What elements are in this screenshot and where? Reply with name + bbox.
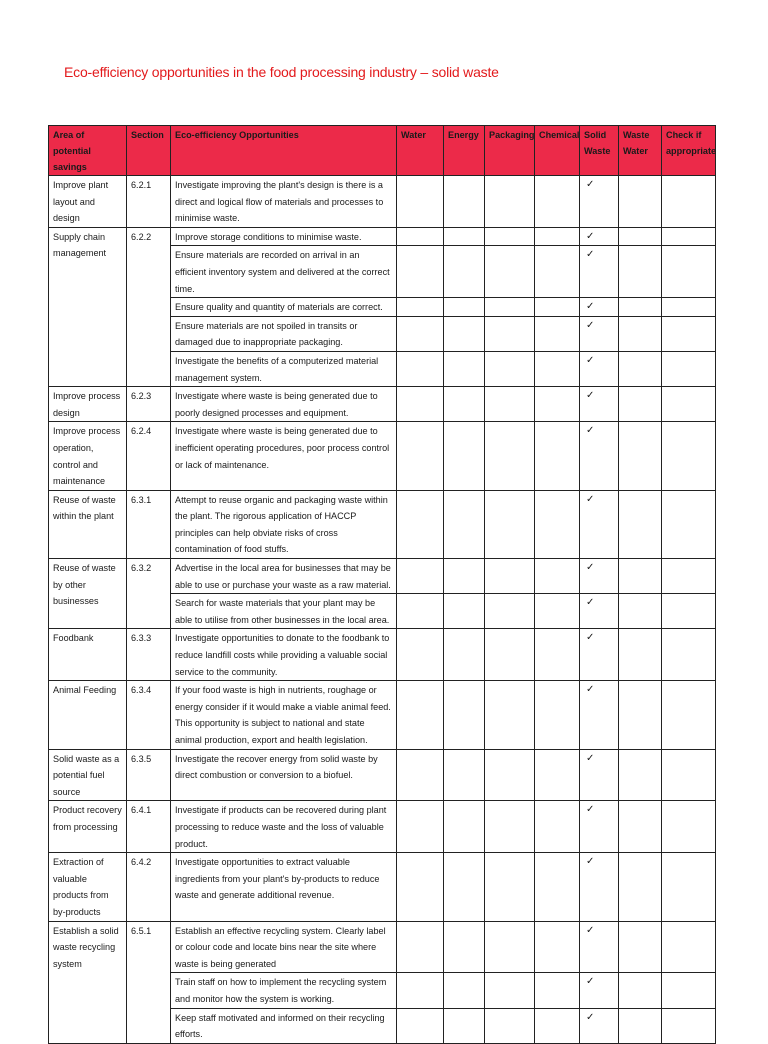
opportunity-cell: Attempt to reuse organic and packaging waste within the plant. The rigorous application of HACCP principles can help obviate risks of cross contamination of food stuffs.: [171, 490, 397, 558]
chemical-cell: [535, 176, 580, 228]
check-cell: [662, 351, 716, 386]
energy-cell: [444, 490, 485, 558]
packaging-cell: [485, 422, 535, 490]
chemical-cell: [535, 298, 580, 317]
section-cell: 6.2.4: [127, 422, 171, 490]
opportunity-cell: Investigate the recover energy from solid waste by direct combustion or conversion to a biofuel.: [171, 749, 397, 801]
area-cell: Extraction of valuable products from by-products: [49, 853, 127, 921]
water-cell: [397, 490, 444, 558]
energy-cell: [444, 246, 485, 298]
waste-water-cell: [619, 227, 662, 246]
packaging-cell: [485, 853, 535, 921]
chemical-cell: [535, 594, 580, 629]
opportunity-cell: Train staff on how to implement the recycling system and monitor how the system is working.: [171, 973, 397, 1008]
waste-water-cell: [619, 629, 662, 681]
packaging-cell: [485, 387, 535, 422]
opportunity-cell: Ensure materials are not spoiled in transits or damaged due to inappropriate packaging.: [171, 316, 397, 351]
packaging-cell: [485, 316, 535, 351]
waste-water-cell: [619, 316, 662, 351]
check-cell: [662, 853, 716, 921]
check-cell: [662, 973, 716, 1008]
table-body: [49, 176, 716, 1044]
packaging-cell: [485, 227, 535, 246]
energy-cell: [444, 316, 485, 351]
packaging-cell: [485, 559, 535, 594]
check-cell: [662, 490, 716, 558]
solid-waste-check-icon: ✓: [580, 387, 619, 422]
section-cell: 6.4.1: [127, 801, 171, 853]
header-chemical: Chemical: [535, 126, 580, 176]
solid-waste-check-icon: ✓: [580, 227, 619, 246]
water-cell: [397, 387, 444, 422]
check-cell: [662, 246, 716, 298]
chemical-cell: [535, 629, 580, 681]
chemical-cell: [535, 921, 580, 973]
eco-efficiency-table: [48, 125, 716, 1044]
table-row: [49, 629, 716, 681]
header-energy: Energy: [444, 126, 485, 176]
chemical-cell: [535, 749, 580, 801]
waste-water-cell: [619, 1008, 662, 1043]
opportunity-cell: Investigate opportunities to donate to the foodbank to reduce landfill costs while providing a valuable social service to the community.: [171, 629, 397, 681]
header-section: Section: [127, 126, 171, 176]
area-cell: Improve process operation, control and maintenance: [49, 422, 127, 490]
packaging-cell: [485, 594, 535, 629]
chemical-cell: [535, 227, 580, 246]
water-cell: [397, 973, 444, 1008]
water-cell: [397, 351, 444, 386]
water-cell: [397, 594, 444, 629]
solid-waste-check-icon: ✓: [580, 801, 619, 853]
packaging-cell: [485, 490, 535, 558]
header-packaging: Packaging: [485, 126, 535, 176]
waste-water-cell: [619, 176, 662, 228]
waste-water-cell: [619, 490, 662, 558]
packaging-cell: [485, 921, 535, 973]
water-cell: [397, 559, 444, 594]
energy-cell: [444, 973, 485, 1008]
packaging-cell: [485, 681, 535, 749]
area-cell: Reuse of waste within the plant: [49, 490, 127, 558]
check-cell: [662, 176, 716, 228]
waste-water-cell: [619, 681, 662, 749]
waste-water-cell: [619, 973, 662, 1008]
check-cell: [662, 1008, 716, 1043]
header-area: Area of potential savings: [49, 126, 127, 176]
chemical-cell: [535, 681, 580, 749]
opportunity-cell: Investigate opportunities to extract valuable ingredients from your plant's by-products to reduce waste and generate additional revenue.: [171, 853, 397, 921]
energy-cell: [444, 559, 485, 594]
area-cell: Establish a solid waste recycling system: [49, 921, 127, 1043]
packaging-cell: [485, 973, 535, 1008]
packaging-cell: [485, 246, 535, 298]
section-cell: 6.2.1: [127, 176, 171, 228]
section-cell: 6.5.1: [127, 921, 171, 1043]
water-cell: [397, 422, 444, 490]
waste-water-cell: [619, 921, 662, 973]
check-cell: [662, 298, 716, 317]
check-cell: [662, 749, 716, 801]
opportunity-cell: Advertise in the local area for businesses that may be able to use or purchase your waste as a raw material.: [171, 559, 397, 594]
energy-cell: [444, 351, 485, 386]
waste-water-cell: [619, 853, 662, 921]
check-cell: [662, 422, 716, 490]
area-cell: Animal Feeding: [49, 681, 127, 749]
chemical-cell: [535, 246, 580, 298]
check-cell: [662, 387, 716, 422]
opportunity-cell: Ensure quality and quantity of materials are correct.: [171, 298, 397, 317]
header-row: [49, 126, 716, 176]
waste-water-cell: [619, 801, 662, 853]
energy-cell: [444, 387, 485, 422]
area-cell: Solid waste as a potential fuel source: [49, 749, 127, 801]
energy-cell: [444, 298, 485, 317]
section-cell: 6.3.3: [127, 629, 171, 681]
table-row: [49, 387, 716, 422]
section-cell: 6.2.3: [127, 387, 171, 422]
packaging-cell: [485, 801, 535, 853]
area-cell: Reuse of waste by other businesses: [49, 559, 127, 629]
section-cell: 6.3.4: [127, 681, 171, 749]
energy-cell: [444, 227, 485, 246]
area-cell: Product recovery from processing: [49, 801, 127, 853]
section-cell: 6.2.2: [127, 227, 171, 386]
waste-water-cell: [619, 298, 662, 317]
water-cell: [397, 749, 444, 801]
header-solid-waste: Solid Waste: [580, 126, 619, 176]
header-waste-water: Waste Water: [619, 126, 662, 176]
waste-water-cell: [619, 387, 662, 422]
chemical-cell: [535, 316, 580, 351]
opportunity-cell: If your food waste is high in nutrients, roughage or energy consider if it would make a viable animal feed. This opportunity is subject to national and state animal production, export and health legislation.: [171, 681, 397, 749]
table-row: [49, 559, 716, 594]
document-title: Eco-efficiency opportunities in the food processing industry – solid waste: [64, 64, 499, 80]
solid-waste-check-icon: ✓: [580, 594, 619, 629]
opportunity-cell: Investigate if products can be recovered during plant processing to reduce waste and the loss of valuable product.: [171, 801, 397, 853]
energy-cell: [444, 921, 485, 973]
water-cell: [397, 316, 444, 351]
opportunity-cell: Search for waste materials that your plant may be able to utilise from other businesses in the local area.: [171, 594, 397, 629]
table-row: [49, 681, 716, 749]
chemical-cell: [535, 490, 580, 558]
solid-waste-check-icon: ✓: [580, 316, 619, 351]
opportunity-cell: Investigate the benefits of a computerized material management system.: [171, 351, 397, 386]
water-cell: [397, 681, 444, 749]
solid-waste-check-icon: ✓: [580, 853, 619, 921]
waste-water-cell: [619, 749, 662, 801]
opportunity-cell: Improve storage conditions to minimise waste.: [171, 227, 397, 246]
solid-waste-check-icon: ✓: [580, 246, 619, 298]
opportunity-cell: Keep staff motivated and informed on their recycling efforts.: [171, 1008, 397, 1043]
water-cell: [397, 921, 444, 973]
opportunity-cell: Ensure materials are recorded on arrival in an efficient inventory system and delivered at the correct time.: [171, 246, 397, 298]
energy-cell: [444, 801, 485, 853]
table-row: [49, 227, 716, 246]
solid-waste-check-icon: ✓: [580, 351, 619, 386]
chemical-cell: [535, 351, 580, 386]
solid-waste-check-icon: ✓: [580, 629, 619, 681]
waste-water-cell: [619, 559, 662, 594]
chemical-cell: [535, 853, 580, 921]
waste-water-cell: [619, 594, 662, 629]
check-cell: [662, 594, 716, 629]
check-cell: [662, 801, 716, 853]
header-opportunities: Eco-efficiency Opportunities: [171, 126, 397, 176]
solid-waste-check-icon: ✓: [580, 490, 619, 558]
check-cell: [662, 921, 716, 973]
energy-cell: [444, 594, 485, 629]
packaging-cell: [485, 298, 535, 317]
section-cell: 6.3.2: [127, 559, 171, 629]
water-cell: [397, 246, 444, 298]
table-row: [49, 490, 716, 558]
solid-waste-check-icon: ✓: [580, 559, 619, 594]
energy-cell: [444, 853, 485, 921]
section-cell: 6.4.2: [127, 853, 171, 921]
check-cell: [662, 316, 716, 351]
table-row: [49, 853, 716, 921]
solid-waste-check-icon: ✓: [580, 681, 619, 749]
water-cell: [397, 801, 444, 853]
table-row: [49, 749, 716, 801]
chemical-cell: [535, 801, 580, 853]
water-cell: [397, 629, 444, 681]
waste-water-cell: [619, 351, 662, 386]
water-cell: [397, 298, 444, 317]
check-cell: [662, 227, 716, 246]
water-cell: [397, 227, 444, 246]
table-row: [49, 801, 716, 853]
area-cell: Foodbank: [49, 629, 127, 681]
solid-waste-check-icon: ✓: [580, 921, 619, 973]
header-check: Check if appropriate: [662, 126, 716, 176]
chemical-cell: [535, 1008, 580, 1043]
check-cell: [662, 681, 716, 749]
solid-waste-check-icon: ✓: [580, 1008, 619, 1043]
packaging-cell: [485, 749, 535, 801]
energy-cell: [444, 176, 485, 228]
solid-waste-check-icon: ✓: [580, 422, 619, 490]
chemical-cell: [535, 973, 580, 1008]
opportunity-cell: Investigate where waste is being generated due to poorly designed processes and equipment.: [171, 387, 397, 422]
energy-cell: [444, 422, 485, 490]
water-cell: [397, 176, 444, 228]
opportunity-cell: Investigate improving the plant's design is there is a direct and logical flow of materials and processes to minimise waste.: [171, 176, 397, 228]
solid-waste-check-icon: ✓: [580, 298, 619, 317]
energy-cell: [444, 681, 485, 749]
packaging-cell: [485, 1008, 535, 1043]
packaging-cell: [485, 176, 535, 228]
opportunity-cell: Establish an effective recycling system. Clearly label or colour code and locate bins near the site where waste is being generated: [171, 921, 397, 973]
packaging-cell: [485, 351, 535, 386]
section-cell: 6.3.5: [127, 749, 171, 801]
solid-waste-check-icon: ✓: [580, 749, 619, 801]
check-cell: [662, 629, 716, 681]
solid-waste-check-icon: ✓: [580, 973, 619, 1008]
table-row: [49, 176, 716, 228]
packaging-cell: [485, 629, 535, 681]
header-water: Water: [397, 126, 444, 176]
chemical-cell: [535, 559, 580, 594]
energy-cell: [444, 749, 485, 801]
area-cell: Improve plant layout and design: [49, 176, 127, 228]
energy-cell: [444, 1008, 485, 1043]
opportunity-cell: Investigate where waste is being generated due to inefficient operating procedures, poor process control or lack of maintenance.: [171, 422, 397, 490]
table-row: [49, 921, 716, 973]
water-cell: [397, 1008, 444, 1043]
waste-water-cell: [619, 246, 662, 298]
chemical-cell: [535, 387, 580, 422]
waste-water-cell: [619, 422, 662, 490]
chemical-cell: [535, 422, 580, 490]
table-row: [49, 422, 716, 490]
solid-waste-check-icon: ✓: [580, 176, 619, 228]
water-cell: [397, 853, 444, 921]
area-cell: Supply chain management: [49, 227, 127, 386]
energy-cell: [444, 629, 485, 681]
area-cell: Improve process design: [49, 387, 127, 422]
check-cell: [662, 559, 716, 594]
section-cell: 6.3.1: [127, 490, 171, 558]
